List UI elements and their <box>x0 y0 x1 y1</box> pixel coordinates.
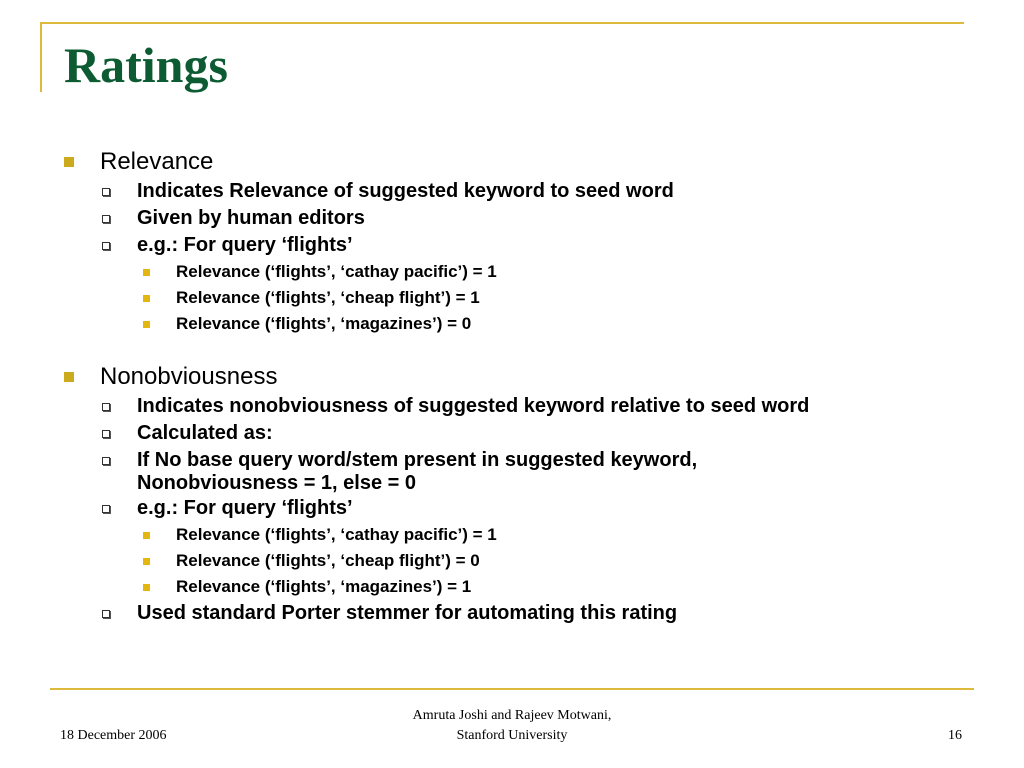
hollow-square-bullet-icon <box>102 242 110 250</box>
list-item: e.g.: For query ‘flights’ <box>60 495 980 522</box>
hollow-square-bullet-icon <box>102 215 110 223</box>
list-item: Calculated as: <box>60 420 980 447</box>
list-item: e.g.: For query ‘flights’ <box>60 232 980 259</box>
hollow-square-bullet-icon <box>102 505 110 513</box>
frame-top-rule <box>40 22 964 24</box>
frame-left-rule <box>40 22 42 92</box>
page-number: 16 <box>948 728 962 743</box>
list-item: If No base query word/stem present in suggested keyword, Nonobviousness = 1, else = 0 <box>60 447 857 495</box>
small-square-bullet-icon <box>143 584 150 591</box>
section-spacer <box>60 337 980 361</box>
small-square-bullet-icon <box>143 321 150 328</box>
small-square-bullet-icon <box>143 532 150 539</box>
sub-list-item: Relevance (‘flights’, ‘cathay pacific’) = 1 <box>60 522 980 548</box>
footer-authors-line: Amruta Joshi and Rajeev Motwani, <box>412 708 612 723</box>
sub-list-item: Relevance (‘flights’, ‘cathay pacific’) = 1 <box>60 259 980 285</box>
list-item: Given by human editors <box>60 205 980 232</box>
list-item: Used standard Porter stemmer for automating this rating <box>60 600 980 627</box>
small-square-bullet-icon <box>143 558 150 565</box>
slide-title: Ratings <box>64 37 228 93</box>
footer-affiliation-line: Stanford University <box>456 728 568 743</box>
footer-authors <box>362 706 662 746</box>
list-item: Indicates nonobviousness of suggested keyword relative to seed word <box>60 393 980 420</box>
sub-list-item: Relevance (‘flights’, ‘cheap flight’) = 1 <box>60 285 980 311</box>
footer-rule <box>50 688 974 690</box>
small-square-bullet-icon <box>143 269 150 276</box>
slide-body <box>60 146 980 627</box>
square-bullet-icon <box>64 372 74 382</box>
sub-list-item: Relevance (‘flights’, ‘magazines’) = 0 <box>60 311 980 337</box>
square-bullet-icon <box>64 157 74 167</box>
hollow-square-bullet-icon <box>102 430 110 438</box>
sub-list-item: Relevance (‘flights’, ‘cheap flight’) = 0 <box>60 548 980 574</box>
sub-list-item: Relevance (‘flights’, ‘magazines’) = 1 <box>60 574 980 600</box>
hollow-square-bullet-icon <box>102 188 110 196</box>
hollow-square-bullet-icon <box>102 610 110 618</box>
footer-date: 18 December 2006 <box>60 728 167 743</box>
list-item: Indicates Relevance of suggested keyword to seed word <box>60 178 980 205</box>
hollow-square-bullet-icon <box>102 403 110 411</box>
section-heading: Nonobviousness <box>60 361 980 393</box>
hollow-square-bullet-icon <box>102 457 110 465</box>
small-square-bullet-icon <box>143 295 150 302</box>
section-heading: Relevance <box>60 146 980 178</box>
